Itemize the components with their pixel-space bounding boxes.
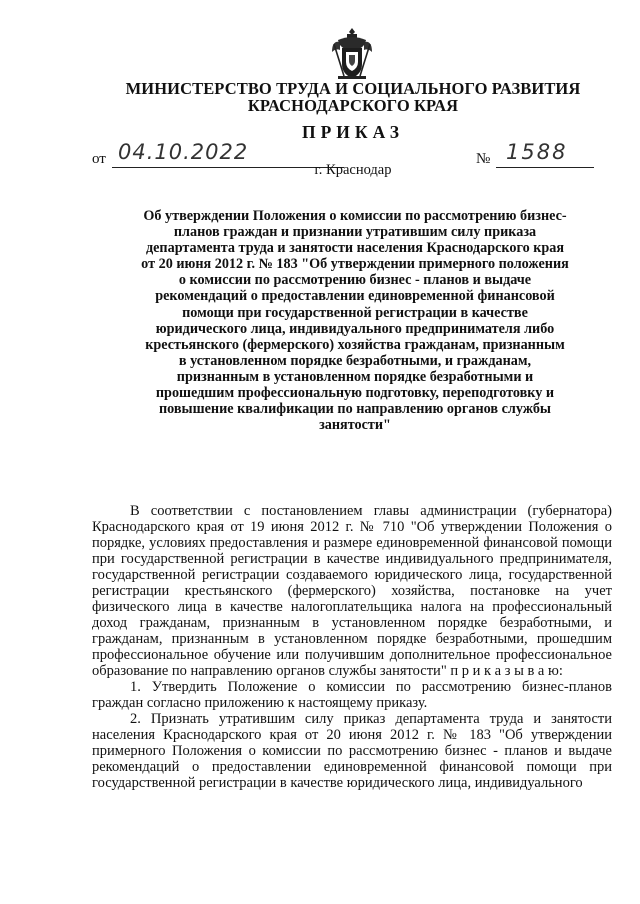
document-type: ПРИКАЗ <box>301 122 405 142</box>
number-label: № <box>476 151 491 167</box>
order-subject: Об утверждении Положения о комиссии по рассмотрению бизнес-планов граждан и признании утратившим силу приказа департамента труда и занятости населения Краснодарского края от 20 июня 2012 г. № 183 "Об утверждении примерного положения о комиссии по рассмотрению бизнес - планов и выдаче рекомендаций о предоставлении единовременной финансовой помощи при государственной регистрации в качестве юридического лица, индивидуального предпринимателя либо крестьянского (фермерского) хозяйства гражданам, признанным в установленном порядке безработными, и гражданам, признанным в установленном порядке безработными и прошедшим профессиональную подготовку, переподготовку и повышение квалификации по направлению органов службы занятости" <box>141 208 569 434</box>
city: г. Краснодар <box>314 162 392 178</box>
item-1-paragraph: 1. Утвердить Положение о комиссии по рассмотрению бизнес-планов граждан согласно приложению к настоящему приказу. <box>92 679 612 711</box>
ministry-line-2: КРАСНОДАРСКОГО КРАЯ <box>247 96 459 115</box>
document-body <box>92 503 612 791</box>
item-2-paragraph: 2. Признать утратившим силу приказ департамента труда и занятости населения Краснодарского края от 20 июня 2012 г. № 183 "Об утверждении примерного Положения о комиссии по рассмотрению бизнес - планов и выдаче рекомендаций о предоставлении единовременной финансовой помощи при государственной регистрации в качестве юридического лица, индивидуального <box>92 711 612 791</box>
date-label: от <box>92 151 106 167</box>
preamble-paragraph: В соответствии с постановлением главы администрации (губернатора) Краснодарского края от 19 июня 2012 г. № 710 "Об утверждении Положения о порядке, условиях предоставления и размере единовременной финансовой помощи при государственной регистрации в качестве индивидуального предпринимателя, государственной регистрации создаваемого юридического лица, государственной регистрации крестьянского (фермерского) хозяйства, постановке на учет физического лица в качестве налогоплательщика налога на профессиональный доход гражданам, признанным в установленном порядке безработными, и гражданам, признанным в установленном порядке безработными, прошедшим профессиональное обучение или получившим дополнительное профессиональное образование по направлению органов службы занятости" п р и к а з ы в а ю: <box>92 503 612 679</box>
ministry-name <box>0 80 640 114</box>
ministry-line-1: МИНИСТЕРСТВО ТРУДА И СОЦИАЛЬНОГО РАЗВИТИЯ <box>125 79 581 98</box>
coat-of-arms-icon <box>330 26 374 82</box>
handwritten-number: 1588 <box>506 140 568 164</box>
handwritten-date: 04.10.2022 <box>118 140 249 164</box>
